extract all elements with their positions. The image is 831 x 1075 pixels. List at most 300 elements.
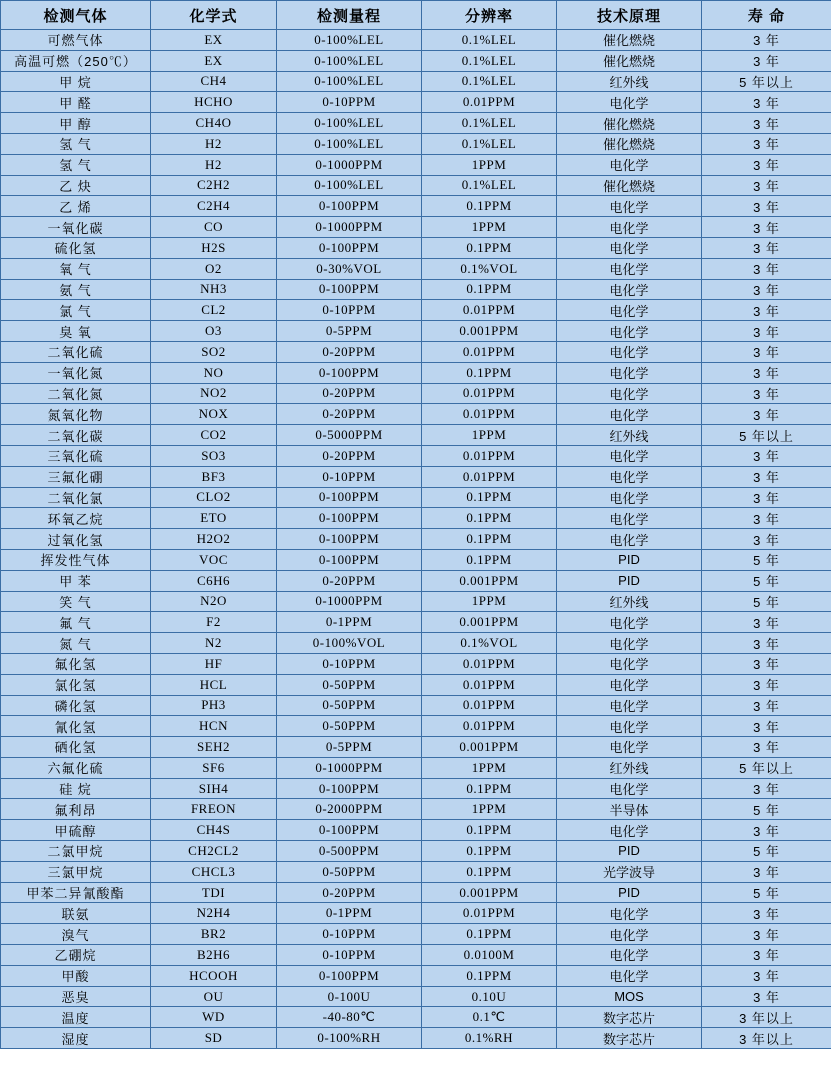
- cell-resolution: 0.01PPM: [422, 466, 557, 487]
- cell-range: 0-100PPM: [277, 549, 422, 570]
- cell-principle: 电化学: [557, 674, 702, 695]
- cell-principle: 光学波导: [557, 861, 702, 882]
- cell-principle: 电化学: [557, 508, 702, 529]
- cell-resolution: 0.1PPM: [422, 508, 557, 529]
- cell-principle: 电化学: [557, 924, 702, 945]
- cell-formula: NOX: [151, 404, 277, 425]
- cell-formula: SIH4: [151, 778, 277, 799]
- cell-principle: 电化学: [557, 383, 702, 404]
- cell-gas: 二氧化氮: [1, 383, 151, 404]
- cell-principle: 电化学: [557, 279, 702, 300]
- cell-principle: PID: [557, 882, 702, 903]
- table-row: [1, 820, 831, 841]
- cell-gas: 甲 醇: [1, 113, 151, 134]
- cell-resolution: 0.1PPM: [422, 196, 557, 217]
- cell-gas: 温度: [1, 1007, 151, 1028]
- table-row: [1, 778, 831, 799]
- cell-lifetime: 3 年: [702, 716, 831, 737]
- cell-resolution: 0.0100M: [422, 945, 557, 966]
- cell-resolution: 0.1PPM: [422, 487, 557, 508]
- cell-principle: 电化学: [557, 154, 702, 175]
- cell-formula: SF6: [151, 757, 277, 778]
- cell-resolution: 0.01PPM: [422, 92, 557, 113]
- cell-resolution: 1PPM: [422, 217, 557, 238]
- table-row: [1, 570, 831, 591]
- cell-gas: 氢 气: [1, 154, 151, 175]
- cell-lifetime: 3 年: [702, 508, 831, 529]
- cell-resolution: 0.01PPM: [422, 383, 557, 404]
- cell-lifetime: 3 年: [702, 612, 831, 633]
- cell-formula: FREON: [151, 799, 277, 820]
- cell-range: 0-50PPM: [277, 861, 422, 882]
- cell-principle: 电化学: [557, 445, 702, 466]
- cell-lifetime: 5 年以上: [702, 71, 831, 92]
- cell-principle: 电化学: [557, 737, 702, 758]
- cell-resolution: 0.001PPM: [422, 570, 557, 591]
- cell-gas: 三氯甲烷: [1, 861, 151, 882]
- cell-range: 0-100PPM: [277, 196, 422, 217]
- cell-formula: C6H6: [151, 570, 277, 591]
- cell-lifetime: 3 年: [702, 903, 831, 924]
- cell-lifetime: 3 年: [702, 217, 831, 238]
- cell-lifetime: 5 年以上: [702, 425, 831, 446]
- table-row: [1, 425, 831, 446]
- cell-principle: 半导体: [557, 799, 702, 820]
- cell-formula: HCL: [151, 674, 277, 695]
- cell-gas: 甲硫醇: [1, 820, 151, 841]
- cell-lifetime: 3 年: [702, 924, 831, 945]
- cell-resolution: 0.01PPM: [422, 300, 557, 321]
- cell-principle: 电化学: [557, 487, 702, 508]
- cell-formula: CO: [151, 217, 277, 238]
- cell-resolution: 0.01PPM: [422, 404, 557, 425]
- cell-formula: SO2: [151, 341, 277, 362]
- cell-range: 0-1PPM: [277, 612, 422, 633]
- cell-lifetime: 3 年: [702, 258, 831, 279]
- cell-range: 0-100PPM: [277, 529, 422, 550]
- cell-lifetime: 3 年: [702, 154, 831, 175]
- cell-gas: 甲 烷: [1, 71, 151, 92]
- cell-range: 0-100U: [277, 986, 422, 1007]
- cell-range: 0-100%VOL: [277, 633, 422, 654]
- cell-resolution: 0.01PPM: [422, 445, 557, 466]
- cell-formula: H2: [151, 133, 277, 154]
- cell-formula: C2H4: [151, 196, 277, 217]
- cell-formula: EX: [151, 30, 277, 51]
- cell-gas: 氢 气: [1, 133, 151, 154]
- cell-range: 0-100PPM: [277, 362, 422, 383]
- cell-principle: 红外线: [557, 757, 702, 778]
- cell-range: 0-1000PPM: [277, 217, 422, 238]
- cell-formula: H2O2: [151, 529, 277, 550]
- cell-range: 0-20PPM: [277, 882, 422, 903]
- cell-formula: H2: [151, 154, 277, 175]
- cell-formula: CH4O: [151, 113, 277, 134]
- cell-gas: 乙 烯: [1, 196, 151, 217]
- cell-resolution: 0.001PPM: [422, 321, 557, 342]
- table-row: [1, 841, 831, 862]
- cell-principle: MOS: [557, 986, 702, 1007]
- cell-formula: TDI: [151, 882, 277, 903]
- cell-resolution: 0.1%LEL: [422, 133, 557, 154]
- table-row: [1, 341, 831, 362]
- cell-gas: 氯 气: [1, 300, 151, 321]
- cell-principle: 数字芯片: [557, 1028, 702, 1049]
- table-row: [1, 695, 831, 716]
- cell-lifetime: 3 年: [702, 196, 831, 217]
- cell-range: 0-30%VOL: [277, 258, 422, 279]
- cell-principle: 电化学: [557, 258, 702, 279]
- table-row: [1, 466, 831, 487]
- table-row: [1, 945, 831, 966]
- table-row: [1, 612, 831, 633]
- cell-lifetime: 3 年: [702, 279, 831, 300]
- cell-range: 0-20PPM: [277, 445, 422, 466]
- table-body: [1, 30, 831, 1049]
- cell-range: 0-1PPM: [277, 903, 422, 924]
- table-row: [1, 591, 831, 612]
- cell-gas: 氯化氢: [1, 674, 151, 695]
- cell-resolution: 0.1PPM: [422, 529, 557, 550]
- cell-formula: HCHO: [151, 92, 277, 113]
- cell-formula: HCOOH: [151, 965, 277, 986]
- cell-resolution: 0.1PPM: [422, 861, 557, 882]
- cell-lifetime: 3 年: [702, 653, 831, 674]
- cell-principle: 电化学: [557, 945, 702, 966]
- cell-principle: 电化学: [557, 965, 702, 986]
- cell-range: 0-10PPM: [277, 466, 422, 487]
- cell-formula: CH4: [151, 71, 277, 92]
- cell-principle: 电化学: [557, 903, 702, 924]
- cell-lifetime: 3 年: [702, 945, 831, 966]
- table-row: [1, 549, 831, 570]
- table-header-row: [1, 1, 831, 30]
- cell-gas: 笑 气: [1, 591, 151, 612]
- table-row: [1, 1007, 831, 1028]
- table-row: [1, 1028, 831, 1049]
- cell-lifetime: 3 年: [702, 175, 831, 196]
- cell-principle: 催化燃烧: [557, 113, 702, 134]
- cell-principle: 电化学: [557, 341, 702, 362]
- cell-gas: 二氧化碳: [1, 425, 151, 446]
- cell-lifetime: 3 年: [702, 965, 831, 986]
- cell-formula: N2O: [151, 591, 277, 612]
- cell-gas: 乙 炔: [1, 175, 151, 196]
- table-row: [1, 383, 831, 404]
- cell-formula: CH4S: [151, 820, 277, 841]
- cell-resolution: 0.1%LEL: [422, 30, 557, 51]
- cell-resolution: 0.1%LEL: [422, 50, 557, 71]
- cell-formula: N2H4: [151, 903, 277, 924]
- cell-gas: 氮氧化物: [1, 404, 151, 425]
- cell-resolution: 0.1%RH: [422, 1028, 557, 1049]
- cell-principle: 电化学: [557, 820, 702, 841]
- cell-gas: 氟利昂: [1, 799, 151, 820]
- cell-principle: 电化学: [557, 196, 702, 217]
- cell-principle: 电化学: [557, 716, 702, 737]
- cell-formula: O2: [151, 258, 277, 279]
- cell-gas: 过氧化氢: [1, 529, 151, 550]
- cell-lifetime: 3 年: [702, 466, 831, 487]
- column-header-principle: 技术原理: [557, 1, 702, 30]
- cell-formula: NO: [151, 362, 277, 383]
- cell-gas: 二氯甲烷: [1, 841, 151, 862]
- cell-gas: 氮 气: [1, 633, 151, 654]
- cell-lifetime: 3 年: [702, 341, 831, 362]
- table-row: [1, 50, 831, 71]
- cell-lifetime: 3 年: [702, 30, 831, 51]
- table-row: [1, 903, 831, 924]
- column-header-resolution: 分辨率: [422, 1, 557, 30]
- cell-formula: C2H2: [151, 175, 277, 196]
- cell-principle: 电化学: [557, 404, 702, 425]
- cell-range: 0-10PPM: [277, 924, 422, 945]
- table-row: [1, 737, 831, 758]
- cell-range: 0-50PPM: [277, 716, 422, 737]
- cell-range: 0-100PPM: [277, 487, 422, 508]
- cell-lifetime: 3 年: [702, 383, 831, 404]
- cell-gas: 恶臭: [1, 986, 151, 1007]
- cell-lifetime: 5 年: [702, 799, 831, 820]
- table-row: [1, 133, 831, 154]
- cell-resolution: 0.01PPM: [422, 341, 557, 362]
- cell-gas: 乙硼烷: [1, 945, 151, 966]
- cell-lifetime: 3 年: [702, 445, 831, 466]
- table-row: [1, 404, 831, 425]
- cell-range: 0-100%RH: [277, 1028, 422, 1049]
- table-row: [1, 529, 831, 550]
- cell-gas: 氧 气: [1, 258, 151, 279]
- cell-principle: 电化学: [557, 529, 702, 550]
- cell-resolution: 1PPM: [422, 757, 557, 778]
- cell-lifetime: 3 年: [702, 778, 831, 799]
- cell-resolution: 0.1%LEL: [422, 113, 557, 134]
- cell-principle: 电化学: [557, 321, 702, 342]
- cell-formula: CLO2: [151, 487, 277, 508]
- cell-resolution: 1PPM: [422, 425, 557, 446]
- cell-resolution: 0.1PPM: [422, 965, 557, 986]
- table-row: [1, 924, 831, 945]
- cell-gas: 甲 醛: [1, 92, 151, 113]
- cell-lifetime: 3 年: [702, 737, 831, 758]
- cell-formula: O3: [151, 321, 277, 342]
- table-row: [1, 487, 831, 508]
- cell-principle: 红外线: [557, 591, 702, 612]
- cell-range: 0-20PPM: [277, 570, 422, 591]
- cell-principle: 红外线: [557, 425, 702, 446]
- cell-lifetime: 3 年: [702, 487, 831, 508]
- cell-lifetime: 3 年以上: [702, 1007, 831, 1028]
- cell-range: 0-10PPM: [277, 300, 422, 321]
- table-row: [1, 154, 831, 175]
- cell-formula: HCN: [151, 716, 277, 737]
- cell-gas: 一氧化氮: [1, 362, 151, 383]
- table-row: [1, 861, 831, 882]
- table-row: [1, 175, 831, 196]
- cell-principle: 催化燃烧: [557, 133, 702, 154]
- cell-resolution: 0.1PPM: [422, 924, 557, 945]
- cell-formula: EX: [151, 50, 277, 71]
- cell-resolution: 1PPM: [422, 799, 557, 820]
- cell-principle: 数字芯片: [557, 1007, 702, 1028]
- cell-formula: SEH2: [151, 737, 277, 758]
- cell-lifetime: 3 年: [702, 861, 831, 882]
- cell-range: 0-1000PPM: [277, 757, 422, 778]
- cell-formula: NH3: [151, 279, 277, 300]
- cell-resolution: 0.1%LEL: [422, 175, 557, 196]
- cell-resolution: 0.1PPM: [422, 362, 557, 383]
- column-header-gas: 检测气体: [1, 1, 151, 30]
- cell-gas: 一氧化碳: [1, 217, 151, 238]
- cell-resolution: 0.1%VOL: [422, 258, 557, 279]
- cell-resolution: 0.001PPM: [422, 612, 557, 633]
- cell-range: 0-100%LEL: [277, 113, 422, 134]
- cell-formula: N2: [151, 633, 277, 654]
- cell-range: 0-5PPM: [277, 321, 422, 342]
- table-row: [1, 633, 831, 654]
- cell-range: 0-10PPM: [277, 653, 422, 674]
- cell-formula: SO3: [151, 445, 277, 466]
- table-row: [1, 757, 831, 778]
- cell-gas: 三氟化硼: [1, 466, 151, 487]
- cell-formula: PH3: [151, 695, 277, 716]
- cell-range: 0-100%LEL: [277, 30, 422, 51]
- cell-lifetime: 3 年: [702, 92, 831, 113]
- cell-resolution: 0.01PPM: [422, 716, 557, 737]
- cell-principle: 催化燃烧: [557, 50, 702, 71]
- cell-range: 0-5PPM: [277, 737, 422, 758]
- cell-resolution: 0.1PPM: [422, 279, 557, 300]
- table-row: [1, 279, 831, 300]
- cell-range: 0-20PPM: [277, 383, 422, 404]
- cell-gas: 湿度: [1, 1028, 151, 1049]
- cell-principle: 电化学: [557, 237, 702, 258]
- cell-resolution: 0.1PPM: [422, 841, 557, 862]
- cell-gas: 硫化氢: [1, 237, 151, 258]
- table-row: [1, 362, 831, 383]
- cell-range: -40-80℃: [277, 1007, 422, 1028]
- cell-formula: OU: [151, 986, 277, 1007]
- table-row: [1, 653, 831, 674]
- cell-lifetime: 3 年: [702, 133, 831, 154]
- cell-principle: 电化学: [557, 300, 702, 321]
- table-row: [1, 113, 831, 134]
- table-row: [1, 965, 831, 986]
- cell-range: 0-100%LEL: [277, 50, 422, 71]
- cell-range: 0-100%LEL: [277, 71, 422, 92]
- cell-formula: B2H6: [151, 945, 277, 966]
- column-header-lifetime: 寿 命: [702, 1, 831, 30]
- cell-lifetime: 3 年: [702, 300, 831, 321]
- cell-formula: WD: [151, 1007, 277, 1028]
- cell-range: 0-100PPM: [277, 237, 422, 258]
- table-row: [1, 71, 831, 92]
- cell-range: 0-100PPM: [277, 508, 422, 529]
- cell-lifetime: 3 年: [702, 633, 831, 654]
- table-row: [1, 799, 831, 820]
- cell-range: 0-1000PPM: [277, 154, 422, 175]
- cell-range: 0-5000PPM: [277, 425, 422, 446]
- cell-lifetime: 5 年: [702, 841, 831, 862]
- table-row: [1, 986, 831, 1007]
- table-row: [1, 674, 831, 695]
- cell-resolution: 0.1PPM: [422, 237, 557, 258]
- table-row: [1, 716, 831, 737]
- cell-gas: 溴气: [1, 924, 151, 945]
- cell-range: 0-10PPM: [277, 945, 422, 966]
- table-header: [1, 1, 831, 30]
- cell-formula: CHCL3: [151, 861, 277, 882]
- cell-gas: 硒化氢: [1, 737, 151, 758]
- cell-formula: ETO: [151, 508, 277, 529]
- table-row: [1, 445, 831, 466]
- cell-gas: 臭 氧: [1, 321, 151, 342]
- cell-lifetime: 5 年以上: [702, 757, 831, 778]
- cell-lifetime: 5 年: [702, 549, 831, 570]
- cell-range: 0-100PPM: [277, 965, 422, 986]
- cell-formula: F2: [151, 612, 277, 633]
- cell-principle: 电化学: [557, 695, 702, 716]
- cell-resolution: 0.001PPM: [422, 737, 557, 758]
- cell-range: 0-20PPM: [277, 341, 422, 362]
- cell-gas: 氟 气: [1, 612, 151, 633]
- cell-lifetime: 3 年: [702, 674, 831, 695]
- cell-formula: HF: [151, 653, 277, 674]
- cell-range: 0-2000PPM: [277, 799, 422, 820]
- table-row: [1, 508, 831, 529]
- cell-lifetime: 3 年以上: [702, 1028, 831, 1049]
- cell-gas: 氰化氢: [1, 716, 151, 737]
- cell-resolution: 0.1%LEL: [422, 71, 557, 92]
- cell-resolution: 0.01PPM: [422, 653, 557, 674]
- cell-formula: BF3: [151, 466, 277, 487]
- table-row: [1, 237, 831, 258]
- cell-gas: 环氧乙烷: [1, 508, 151, 529]
- cell-gas: 硅 烷: [1, 778, 151, 799]
- cell-formula: H2S: [151, 237, 277, 258]
- cell-range: 0-10PPM: [277, 92, 422, 113]
- cell-principle: 催化燃烧: [557, 175, 702, 196]
- cell-principle: 催化燃烧: [557, 30, 702, 51]
- cell-gas: 氟化氢: [1, 653, 151, 674]
- cell-gas: 氨 气: [1, 279, 151, 300]
- cell-lifetime: 5 年: [702, 882, 831, 903]
- column-header-range: 检测量程: [277, 1, 422, 30]
- cell-range: 0-20PPM: [277, 404, 422, 425]
- cell-principle: PID: [557, 570, 702, 591]
- cell-lifetime: 3 年: [702, 529, 831, 550]
- cell-formula: CH2CL2: [151, 841, 277, 862]
- cell-resolution: 0.1PPM: [422, 820, 557, 841]
- cell-lifetime: 3 年: [702, 820, 831, 841]
- cell-formula: NO2: [151, 383, 277, 404]
- cell-gas: 可燃气体: [1, 30, 151, 51]
- cell-range: 0-50PPM: [277, 695, 422, 716]
- table-row: [1, 196, 831, 217]
- cell-range: 0-100PPM: [277, 778, 422, 799]
- table-row: [1, 321, 831, 342]
- column-header-formula: 化学式: [151, 1, 277, 30]
- cell-lifetime: 3 年: [702, 321, 831, 342]
- cell-principle: 电化学: [557, 362, 702, 383]
- cell-formula: BR2: [151, 924, 277, 945]
- cell-range: 0-100%LEL: [277, 133, 422, 154]
- cell-gas: 六氟化硫: [1, 757, 151, 778]
- table-row: [1, 92, 831, 113]
- cell-range: 0-100%LEL: [277, 175, 422, 196]
- cell-principle: 电化学: [557, 217, 702, 238]
- cell-principle: 电化学: [557, 612, 702, 633]
